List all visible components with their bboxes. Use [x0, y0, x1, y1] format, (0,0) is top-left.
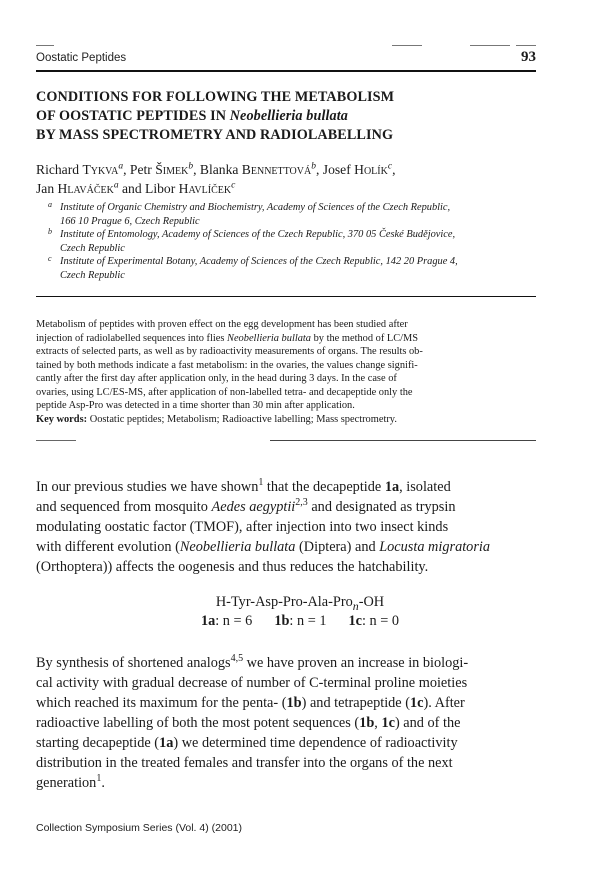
body-text: which reached its maximum for the penta- ( [36, 695, 287, 711]
body-line [36, 713, 556, 733]
peptide-formula [0, 594, 600, 614]
body-line: modulating oostatic factor (TMOF), after injection into two insect kinds [36, 519, 449, 535]
formula-subscript: n [352, 598, 359, 613]
body-line [36, 773, 556, 793]
compound-label: 1c [348, 613, 362, 629]
compound-label: 1c [381, 715, 395, 731]
affiliation-mark: a [118, 161, 124, 172]
title-line [36, 107, 556, 126]
body-text: (Diptera) and [295, 539, 380, 555]
abstract-text: by the method of LC/MS [311, 332, 419, 344]
affiliation-mark: c [48, 254, 52, 263]
abstract-line: extracts of selected parts, as well as by radioactivity measurements of organs. The results ob- [36, 346, 423, 357]
abstract-line: peptide Asp-Pro was detected in a time shorter than 30 min after application. [36, 400, 355, 411]
body-line [36, 477, 556, 497]
affiliation-text: Czech Republic [60, 242, 125, 254]
affiliation-text: 166 10 Prague 6, Czech Republic [60, 215, 200, 227]
body-text: , [374, 715, 382, 731]
keywords [36, 413, 556, 427]
author-last-name: Hlaváček [57, 181, 114, 196]
affiliation-mark: a [48, 200, 52, 209]
citation: 4,5 [230, 653, 244, 665]
body-text: and sequenced from mosquito [36, 499, 212, 515]
body-text: starting decapeptide ( [36, 735, 160, 751]
section-rule [36, 296, 536, 297]
formula-text: H-Tyr-Asp-Pro-Ala-Pro [215, 594, 353, 610]
author-list [36, 160, 556, 198]
compound-label: 1b [286, 695, 302, 711]
affiliation [48, 228, 548, 255]
compound-label: 1b [274, 613, 290, 629]
body-text: By synthesis of shortened analogs [36, 655, 231, 671]
author-first-name: Blanka [199, 162, 242, 177]
author-last-name: Bennettová [241, 162, 312, 177]
body-text: generation [36, 775, 97, 791]
formula-value: : n = 1 [289, 613, 327, 629]
body-paragraph [36, 653, 556, 793]
separator: , [123, 162, 130, 177]
body-text: . [101, 775, 105, 791]
abstract-rule [36, 440, 76, 441]
author-first-name: Jan [36, 181, 58, 196]
species-name: Aedes aegyptii [211, 499, 296, 515]
author-first-name: Libor [145, 181, 179, 196]
body-text: with different evolution ( [36, 539, 180, 555]
header-rule-fragment [516, 45, 536, 46]
body-text: ). After [423, 695, 465, 711]
separator: , [392, 162, 396, 177]
running-header-title: Oostatic Peptides [36, 52, 127, 64]
body-line [36, 693, 556, 713]
author-last-name: Tykva [82, 162, 119, 177]
author-last-name: Holík [354, 162, 388, 177]
affiliation-text: Institute of Entomology, Academy of Sciences of the Czech Republic, 370 05 České Budějovice, [60, 229, 456, 240]
author-first-name: Petr [129, 162, 156, 177]
body-text: ) we determined time dependence of radioactivity [173, 735, 458, 751]
affiliation-list [48, 201, 548, 282]
title-line: CONDITIONS FOR FOLLOWING THE METABOLISM [36, 89, 395, 105]
affiliation [48, 201, 548, 228]
body-text: and designated as trypsin [307, 499, 456, 515]
body-paragraph [36, 477, 556, 577]
affiliation-mark: b [311, 161, 316, 172]
author-first-name: Josef [322, 162, 355, 177]
author-line [36, 179, 556, 198]
species-name: Neobellieria bullata [179, 539, 296, 555]
body-line [36, 497, 556, 517]
body-line [36, 653, 556, 673]
compound-label: 1a [159, 735, 174, 751]
body-text: In our previous studies we have shown [36, 479, 259, 495]
affiliation-text: Czech Republic [60, 269, 125, 281]
keywords-text: Oostatic peptides; Metabolism; Radioactive labelling; Mass spectrometry. [87, 413, 397, 425]
keywords-label: Key words: [36, 413, 88, 425]
affiliation-mark: b [48, 227, 52, 236]
page-footer: Collection Symposium Series (Vol. 4) (2001) [36, 822, 243, 834]
header-rule-fragment [470, 45, 510, 46]
separator: , [193, 162, 200, 177]
compound-label: 1b [359, 715, 375, 731]
species-name: Locusta migratoria [379, 539, 491, 555]
abstract [36, 318, 556, 426]
body-text: , isolated [399, 479, 451, 495]
header-rule [36, 70, 536, 72]
affiliation-mark: b [188, 161, 194, 172]
title-line: BY MASS SPECTROMETRY AND RADIOLABELLING [36, 127, 394, 143]
formula-value: : n = 0 [361, 613, 400, 629]
abstract-text: injection of radiolabelled sequences into flies [36, 332, 228, 344]
body-text: we have proven an increase in biologi- [243, 655, 469, 671]
author-line [36, 160, 556, 179]
abstract-line: cantly after the first day after application only, in the head during 3 days. In the case of [36, 373, 397, 384]
body-line: cal activity with gradual decrease of number of C-terminal proline moieties [36, 675, 468, 691]
compound-label: 1a [384, 479, 400, 495]
affiliation-mark: c [231, 180, 236, 191]
affiliation [48, 255, 548, 282]
article-title [36, 88, 556, 145]
formula-value: : n = 6 [215, 613, 253, 629]
citation: 1 [96, 773, 102, 785]
body-text: ) and of the [394, 715, 461, 731]
body-text: that the decapeptide [263, 479, 385, 495]
abstract-species: Neobellieria bullata [227, 332, 311, 344]
title-text: OF OOSTATIC PEPTIDES IN [36, 108, 230, 124]
conjunction: and [118, 181, 146, 196]
body-line: distribution in the treated females and transfer into the organs of the next [36, 755, 453, 771]
compound-label: 1a [200, 613, 216, 629]
author-first-name: Richard [36, 162, 83, 177]
abstract-line: Metabolism of peptides with proven effect on the egg development has been studied after [36, 319, 408, 330]
formula-variants [0, 613, 600, 630]
abstract-line: tained by both methods indicate a fast metabolism: in the ovaries, the values change signifi- [36, 359, 418, 371]
abstract-rule [270, 440, 536, 441]
affiliation-mark: a [113, 180, 119, 191]
formula-text: -OH [358, 594, 385, 610]
separator: , [316, 162, 323, 177]
author-last-name: Šimek [155, 162, 189, 177]
body-line [36, 537, 556, 557]
abstract-line: ovaries, using LC/ES-MS, after application of non-labelled tetra- and decapeptide only the [36, 386, 413, 398]
title-species: Neobellieria bullata [229, 108, 348, 124]
body-line: (Orthoptera)) affects the oogenesis and thus reduces the hatchability. [36, 559, 429, 575]
body-text: radioactive labelling of both the most potent sequences ( [36, 715, 360, 731]
compound-label: 1c [410, 695, 424, 711]
affiliation-text: Institute of Organic Chemistry and Biochemistry, Academy of Sciences of the Czech Republic, [60, 202, 451, 213]
affiliation-text: Institute of Experimental Botany, Academy of Sciences of the Czech Republic, 142 20 Prague 4, [60, 256, 458, 267]
abstract-line [36, 332, 556, 346]
body-line [36, 733, 556, 753]
header-rule-fragment [36, 45, 54, 46]
header-rule-fragment [392, 45, 422, 46]
citation: 1 [258, 477, 264, 489]
body-text: ) and tetrapeptide ( [301, 695, 410, 711]
author-last-name: Havlíček [178, 181, 232, 196]
page-number: 93 [521, 49, 536, 65]
citation: 2,3 [295, 497, 308, 509]
affiliation-mark: c [387, 161, 393, 172]
